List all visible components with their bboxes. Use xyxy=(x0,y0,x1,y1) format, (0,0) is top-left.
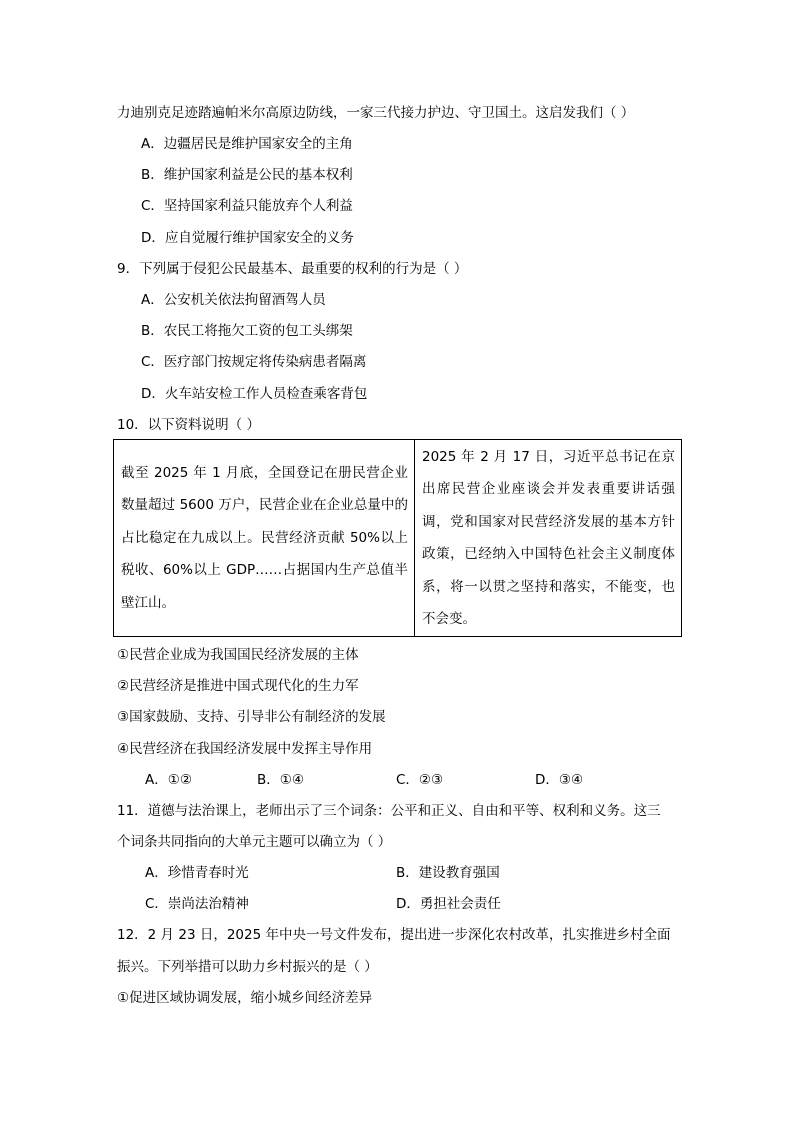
q8-option-a[interactable]: A．边疆居民是维护国家安全的主角 xyxy=(141,136,353,152)
q10-material-table xyxy=(113,439,682,637)
q8-option-d[interactable]: D．应自觉履行维护国家安全的义务 xyxy=(141,230,354,246)
q9-option-a[interactable]: A．公安机关依法拘留酒驾人员 xyxy=(141,292,326,308)
q8-option-c[interactable]: C．坚持国家利益只能放弃个人利益 xyxy=(141,198,353,214)
q9-option-b[interactable]: B．农民工将拖欠工资的包工头绑架 xyxy=(141,323,353,339)
q10-material-right: 2025 年 2 月 17 日，习近平总书记在京出席民营企业座谈会并发表重要讲话强调，党和国家对民营经济发展的基本方针政策，已经纳入中国特色社会主义制度体系，将一以贯之坚持和落实，不能变，也不会变。 xyxy=(415,440,682,637)
q10-stem: 10．以下资料说明（ ） xyxy=(117,417,260,433)
q10-statement-2: ②民营经济是推进中国式现代化的生力军 xyxy=(117,678,359,694)
q10-material-left: 截至 2025 年 1 月底，全国登记在册民营企业数量超过 5600 万户，民营企业在企业总量中的占比稳定在九成以上。民营经济贡献 50%以上税收、60%以上 GDP……占据国内生产总值半壁江山。 xyxy=(114,440,415,637)
q11-option-d[interactable]: D．勇担社会责任 xyxy=(396,896,501,912)
q9-option-c[interactable]: C．医疗部门按规定将传染病患者隔离 xyxy=(141,354,367,370)
q11-option-c[interactable]: C．崇尚法治精神 xyxy=(145,896,249,912)
q9-option-d[interactable]: D．火车站安检工作人员检查乘客背包 xyxy=(141,386,368,402)
q12-stem-line1: 12．2 月 23 日，2025 年中央一号文件发布，提出进一步深化农村改革，扎实推进乡村全面 xyxy=(117,927,671,943)
q11-stem-line2: 个词条共同指向的大单元主题可以确立为（ ） xyxy=(117,834,392,850)
q10-option-c[interactable]: C．②③ xyxy=(396,772,444,788)
q10-option-d[interactable]: D．③④ xyxy=(535,772,584,788)
q8-option-b[interactable]: B．维护国家利益是公民的基本权利 xyxy=(141,167,353,183)
q11-stem-line1: 11．道德与法治课上，老师出示了三个词条：公平和正义、自由和平等、权利和义务。这三 xyxy=(117,803,661,819)
q10-statement-3: ③国家鼓励、支持、引导非公有制经济的发展 xyxy=(117,709,386,725)
q10-option-b[interactable]: B．①④ xyxy=(257,772,304,788)
q10-statement-4: ④民营经济在我国经济发展中发挥主导作用 xyxy=(117,741,373,757)
q12-stem-line2: 振兴。下列举措可以助力乡村振兴的是（ ） xyxy=(117,959,378,975)
q10-statement-1: ①民营企业成为我国国民经济发展的主体 xyxy=(117,647,359,663)
q12-statement-1: ①促进区域协调发展，缩小城乡间经济差异 xyxy=(117,990,373,1006)
q9-stem: 9．下列属于侵犯公民最基本、最重要的权利的行为是（ ） xyxy=(117,261,468,277)
q8-continued-stem: 力迪别克足迹踏遍帕米尔高原边防线，一家三代接力护边、守卫国土。这启发我们（ ） xyxy=(117,105,635,121)
q11-option-b[interactable]: B．建设教育强国 xyxy=(396,865,500,881)
q10-option-a[interactable]: A．①② xyxy=(145,772,192,788)
q11-option-a[interactable]: A．珍惜青春时光 xyxy=(145,865,249,881)
